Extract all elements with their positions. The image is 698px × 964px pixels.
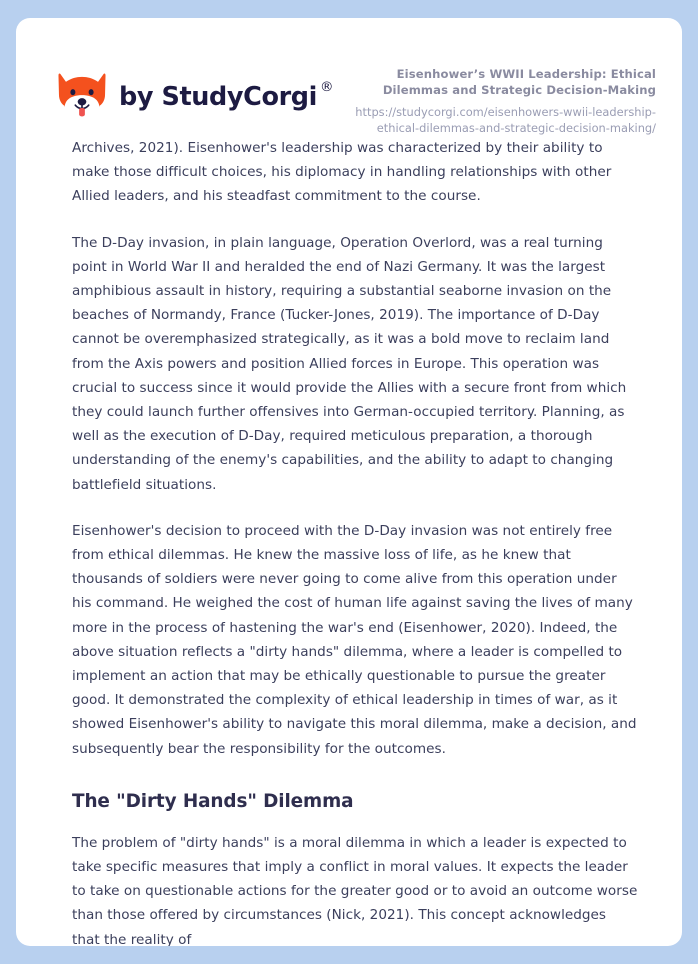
brand-lockup — [58, 72, 333, 128]
document-url[interactable]: https://studycorgi.com/eisenhowers-wwii-leadership-ethical-dilemmas-and-strategic-decision-making/ — [355, 104, 656, 135]
paragraph: The D-Day invasion, in plain language, Operation Overlord, was a real turning point in World War II and heralded the end of Nazi Germany. It was the largest amphibious assault in history, requiring a substantial seaborne invasion on the beaches of Normandy, France (Tucker-Jones, 2019). The importance of D-Day cannot be overemphasized strategically, as it was a bold move to reclaim land from the Axis powers and position Allied forces in Europe. This operation was crucial to success since it would provide the Allies with a secure front from which they could launch further offensives into German-occupied territory. Planning, as well as the execution of D-Day, required meticulous preparation, a thorough understanding of the enemy's capabilities, and the ability to adapt to changing battlefield situations. — [72, 234, 627, 493]
document-meta — [333, 64, 656, 136]
paragraph: Eisenhower's decision to proceed with the D-Day invasion was not entirely free from ethical dilemmas. He knew the massive loss of life, as he knew that thousands of soldiers were never going to come alive from this operation under his command. He weighed the cost of human life against saving the lives of many more in the process of hastening the war's end (Eisenhower, 2020). Indeed, the above situation reflects a "dirty hands" dilemma, where a leader is compelled to implement an action that may be ethically questionable to pursue the greater good. It demonstrated the complexity of ethical leadership in times of war, as it showed Eisenhower's ability to navigate this moral dilemma, make a decision, and subsequently bear the responsibility for the outcomes. — [72, 522, 637, 757]
brand-wordmark — [119, 78, 334, 112]
document-title: Eisenhower’s WWII Leadership: Ethical Dilemmas and Strategic Decision-Making — [382, 66, 656, 98]
document-header — [16, 18, 682, 136]
brand-name-text: by StudyCorgi — [119, 82, 317, 112]
paragraph: Archives, 2021). Eisenhower's leadership was characterized by their ability to make those difficult choices, his diplomacy in handling relationships with other Allied leaders, and his steadfast commitment to the course. — [72, 140, 612, 205]
corgi-dog-logo-icon — [58, 72, 106, 122]
registered-trademark-icon: ® — [319, 78, 334, 95]
document-body — [16, 136, 682, 946]
section-heading: The "Dirty Hands" Dilemma — [72, 790, 354, 812]
document-page-card — [16, 18, 682, 946]
paragraph: The problem of "dirty hands" is a moral dilemma in which a leader is expected to take specific measures that imply a conflict in moral values. It expects the leader to take on questionable actions for the greater good or to avoid an outcome worse than those offered by circumstances (Nick, 2021). This concept acknowledges that the reality of — [72, 834, 638, 946]
